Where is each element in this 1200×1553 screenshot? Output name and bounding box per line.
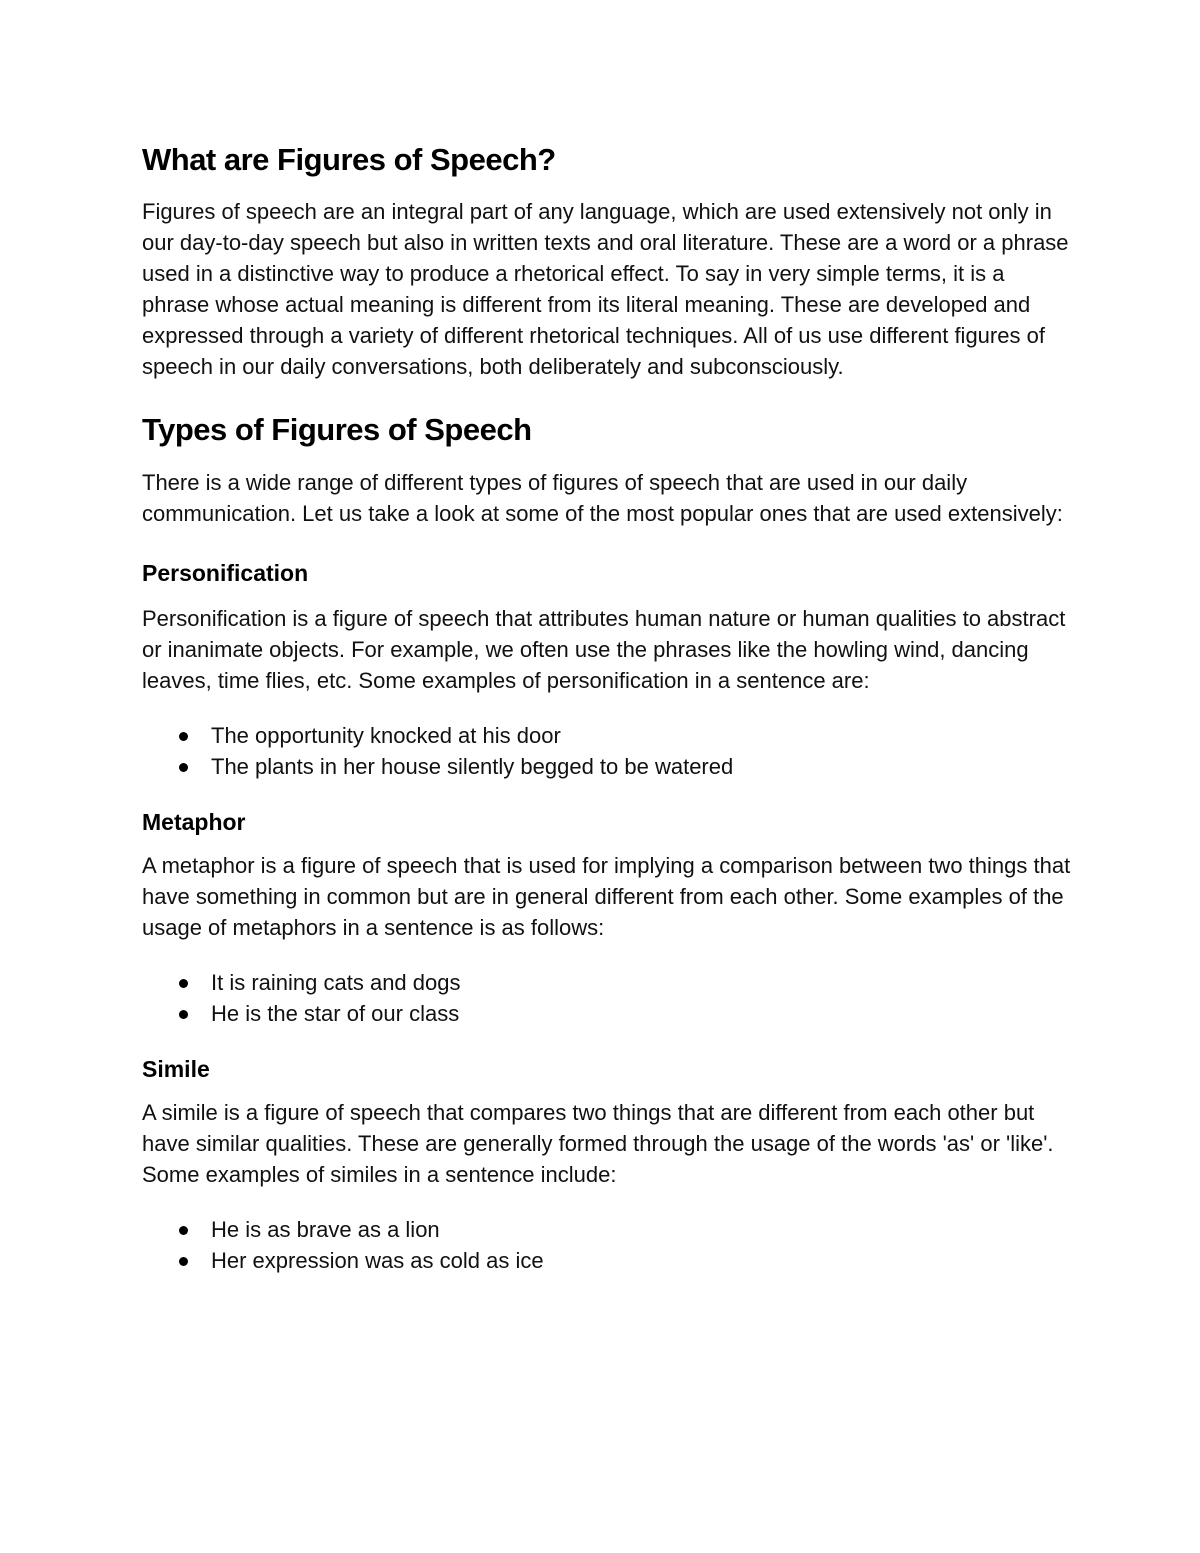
bullet-icon <box>179 1010 188 1019</box>
personification-paragraph: Personification is a figure of speech that attributes human nature or human qualities to abstract or inanimate objects. For example, we often use the phrases like the howling wind, dancing leaves, time flies, etc. Some examples of personification in a sentence are: <box>142 606 1066 693</box>
list-item-text: It is raining cats and dogs <box>211 970 461 995</box>
list-item <box>142 751 1072 782</box>
subheading-metaphor: Metaphor <box>142 809 246 835</box>
bullet-icon <box>179 732 188 741</box>
list-item <box>142 1245 1072 1276</box>
personification-examples <box>142 720 1072 782</box>
metaphor-paragraph: A metaphor is a figure of speech that is used for implying a comparison between two things that have something in common but are in general different from each other. Some examples of the usage of metaphors in a sentence is as follows: <box>142 853 1071 940</box>
metaphor-examples <box>142 967 1072 1029</box>
bullet-icon <box>179 1226 188 1235</box>
list-item-text: He is as brave as a lion <box>211 1217 440 1242</box>
simile-paragraph: A simile is a figure of speech that compares two things that are different from each other but have similar qualities. These are generally formed through the usage of the words 'as' or 'like'. Some examples of similes in a sentence include: <box>142 1100 1054 1187</box>
list-item <box>142 720 1072 751</box>
list-item <box>142 1214 1072 1245</box>
section-heading-types: Types of Figures of Speech <box>142 412 532 447</box>
bullet-icon <box>179 1257 188 1266</box>
intro-paragraph: Figures of speech are an integral part of any language, which are used extensively not only in our day-to-day speech but also in written texts and oral literature. These are a word or a phrase used in a distinctive way to produce a rhetorical effect. To say in very simple terms, it is a phrase whose actual meaning is different from its literal meaning. These are developed and expressed through a variety of different rhetorical techniques. All of us use different figures of speech in our daily conversations, both deliberately and subconsciously. <box>142 199 1069 379</box>
subheading-personification: Personification <box>142 560 309 586</box>
simile-examples <box>142 1214 1072 1276</box>
types-intro-paragraph: There is a wide range of different types of figures of speech that are used in our daily communication. Let us take a look at some of the most popular ones that are used extensively: <box>142 470 1063 526</box>
list-item-text: Her expression was as cold as ice <box>211 1248 544 1273</box>
list-item-text: The opportunity knocked at his door <box>211 723 561 748</box>
bullet-icon <box>179 763 188 772</box>
list-item-text: He is the star of our class <box>211 1001 460 1026</box>
list-item <box>142 998 1072 1029</box>
document-page <box>142 138 1072 1276</box>
subheading-simile: Simile <box>142 1056 210 1082</box>
list-item-text: The plants in her house silently begged to be watered <box>211 754 734 779</box>
page-title: What are Figures of Speech? <box>142 142 556 177</box>
list-item <box>142 967 1072 998</box>
bullet-icon <box>179 979 188 988</box>
